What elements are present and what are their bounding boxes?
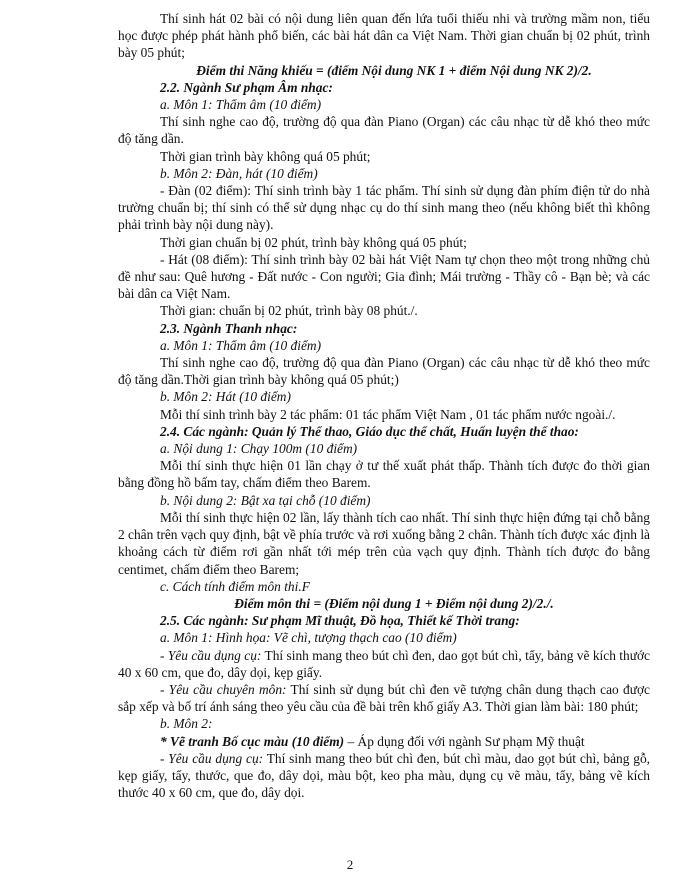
s24-content-1: a. Nội dung 1: Chạy 100m (10 điểm) — [160, 441, 358, 457]
s24-content-2-desc: Mỗi thí sinh thực hiện 02 lần, lấy thành tích cao nhất. Thí sinh thực hiện đứng tại chỗ bằng 2 chân trên vạch quy định, bật về phía trước và rơi xuống bằng 2 chân. Thành tích được xác định là khoảng cách từ điểm rơi gần nhất tới mép trên của vạch quy định. Thành tích được đo bằng centimet, chấm điểm theo Barem; — [118, 509, 650, 577]
s25-expertise-text: Thí sinh sử dụng bút chì đen vẽ tượng chân dung thạch cao được sắp xếp và bố trí ánh sáng theo yêu cầu của đề bài trên khổ giấy A3. Thời gian làm bài: 180 phút; — [118, 681, 650, 715]
s23-subject-1: a. Môn 1: Thẩm âm (10 điểm) — [160, 337, 322, 353]
s25-tools-requirement-2 — [118, 750, 650, 802]
s25-expertise-label: - Yêu cầu chuyên môn: — [160, 681, 287, 697]
aptitude-score-formula: Điểm thi Năng khiếu = (điểm Nội dung NK 1 + điểm Nội dung NK 2)/2. — [196, 62, 592, 78]
s22-subject-2: b. Môn 2: Đàn, hát (10 điểm) — [160, 165, 318, 181]
section-2-4-heading: 2.4. Các ngành: Quản lý Thể thao, Giáo dục thể chất, Huấn luyện thể thao: — [160, 423, 579, 439]
section-2-2-heading: 2.2. Ngành Sư phạm Âm nhạc: — [160, 79, 333, 95]
intro-paragraph: Thí sinh hát 02 bài có nội dung liên quan đến lứa tuổi thiếu nhi và trường mầm non, tiểu học được phép phát hành phổ biến, các bài hát dân ca Việt Nam. Thời gian chuẩn bị 02 phút, trình bày 05 phút; — [118, 11, 650, 61]
s25-color-composition — [118, 733, 650, 750]
s22-piano-desc: - Đàn (02 điểm): Thí sinh trình bày 1 tác phẩm. Thí sinh sử dụng đàn phím điện tử do nhà trường chuẩn bị; thí sinh có thể sử dụng nhạc cụ do thí sinh mang theo (nếu không biết thì không phải trình bày nội dung này). — [118, 183, 650, 233]
s25-subject-1: a. Môn 1: Hình họa: Vẽ chì, tượng thạch cao (10 điểm) — [160, 630, 457, 646]
s22-piano-time: Thời gian chuẩn bị 02 phút, trình bày không quá 05 phút; — [160, 234, 467, 250]
s25-expertise-requirement — [118, 681, 650, 715]
s23-subject-1-desc: Thí sinh nghe cao độ, trường độ qua đàn Piano (Organ) các câu nhạc từ dễ khó theo mức độ tăng dần.Thời gian trình bày không quá 05 phút;) — [118, 355, 650, 388]
s25-tools-requirement — [118, 647, 650, 681]
s25-tools-label: - Yêu cầu dụng cụ: — [160, 647, 262, 663]
section-2-3-heading: 2.3. Ngành Thanh nhạc: — [160, 320, 298, 336]
s24-content-2: b. Nội dung 2: Bật xa tại chỗ (10 điểm) — [160, 492, 371, 508]
s22-subject-1-desc: Thí sinh nghe cao độ, trường độ qua đàn Piano (Organ) các câu nhạc từ dễ khó theo mức độ tăng dần. — [118, 114, 650, 147]
s22-singing-time: Thời gian: chuẩn bị 02 phút, trình bày 08 phút./. — [160, 303, 418, 319]
s25-color-composition-title: * Vẽ tranh Bố cục màu (10 điểm) — [160, 733, 345, 749]
s23-subject-2: b. Môn 2: Hát (10 điểm) — [160, 389, 291, 405]
page-number: 2 — [346, 857, 354, 872]
s23-subject-2-desc: Mỗi thí sinh trình bày 2 tác phẩm: 01 tác phẩm Việt Nam , 01 tác phẩm nước ngoài./. — [160, 406, 616, 422]
s22-singing-desc: - Hát (08 điểm): Thí sinh trình bày 02 bài hát Việt Nam tự chọn theo một trong những chủ đề như sau: Quê hương - Đất nước - Con người; Gia đình; Mái trường - Thầy cô - Bạn bè; và các bài dân ca Việt Nam. — [118, 251, 650, 302]
s24-content-1-desc: Mỗi thí sinh thực hiện 01 lần chạy ở tư thế xuất phát thấp. Thành tích được đo thời gian bằng đồng hồ bấm tay, chấm điểm theo Barem. — [118, 458, 650, 491]
s24-score-formula: Điểm môn thi = (Điểm nội dung 1 + Điểm nội dung 2)/2./. — [234, 595, 554, 611]
s25-color-composition-note: – Áp dụng đối với ngành Sư phạm Mỹ thuật — [344, 733, 585, 749]
s22-subject-1: a. Môn 1: Thẩm âm (10 điểm) — [160, 97, 322, 113]
section-2-5-heading: 2.5. Các ngành: Sư phạm Mĩ thuật, Đồ họa, Thiết kế Thời trang: — [160, 613, 520, 629]
s25-tools-text: Thí sinh mang theo bút chì đen, dao gọt bút chì, tẩy, bảng vẽ kích thước 40 x 60 cm, que đo, dây dọi, kẹp giấy. — [118, 647, 650, 680]
s24-score-calc: c. Cách tính điểm môn thi.F — [160, 578, 310, 594]
s25-tools-text-2: Thí sinh mang theo bút chì đen, bút chì màu, dao gọt bút chì, bảng gỗ, kẹp giấy, tẩy, thước, que đo, dây dọi, màu bột, keo pha màu, dụng cụ vẽ màu, tẩy, bảng vẽ kích thước 40 x 60 cm, que đo, dây dọi. — [118, 750, 650, 801]
s25-tools-label-2: - Yêu cầu dụng cụ: — [160, 750, 264, 766]
s22-subject-1-time: Thời gian trình bày không quá 05 phút; — [160, 148, 371, 164]
s25-subject-2: b. Môn 2: — [160, 716, 213, 732]
